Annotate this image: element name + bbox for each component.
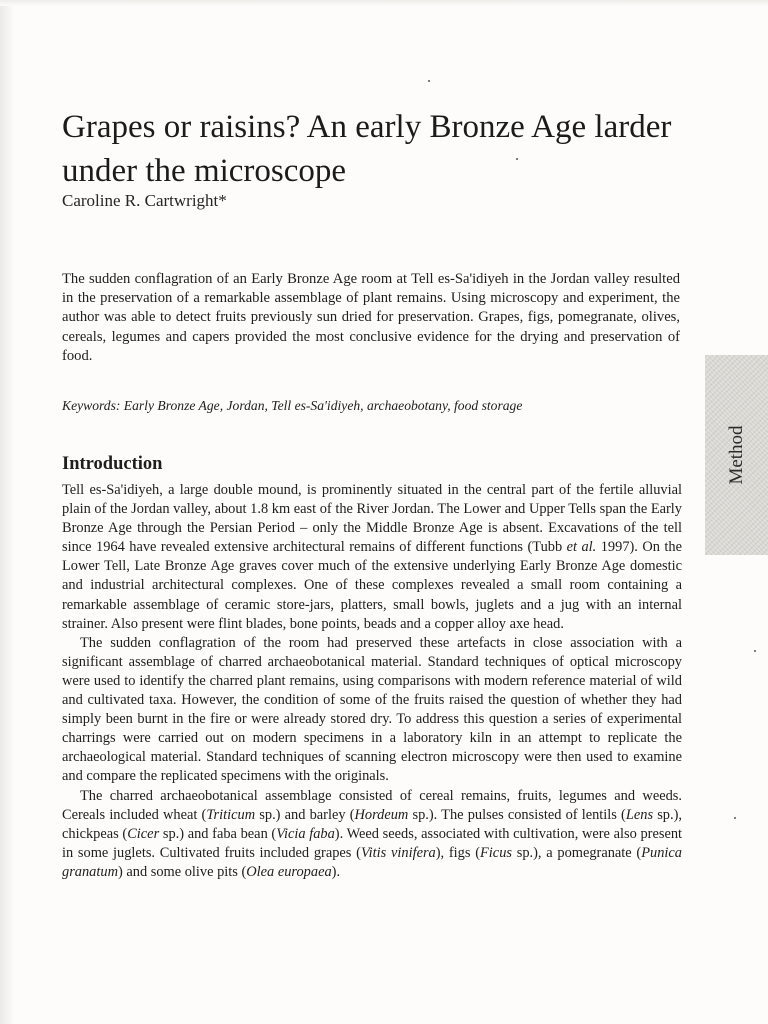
introduction-paragraph-2: The sudden conflagration of the room had preserved these artefacts in close association with a significant assemblage of charred archaeobotanical material. Standard techniques of optical microscopy were used to identify the charred plant remains, using comparisons with modern reference material of wild and cultivated taxa. However, the condition of some of the fruits raised the question of whether they had simply been burnt in the fire or were already stored dry. To address this question a series of experimental charrings were carried out on modern specimens in a laboratory kiln in an attempt to replicate the archaeological material. Standard techniques of scanning electron microscopy were then used to examine and compare the replicated specimens with the originals. [62,634,682,785]
taxon-name: Hordeum [354,806,409,823]
paragraph-text: The charred archaeobotanical assemblage consisted of cereal remains, fruits, legumes and weeds. Cereals included wheat ( [62,787,682,823]
introduction-paragraph-1 [62,481,682,634]
taxon-name: Vitis vinifera [360,844,436,861]
taxon-name: Punica granatum [62,844,682,880]
scan-speck [428,80,430,82]
paragraph-text: sp.). The pulses consisted of lentils ( [408,806,626,823]
taxon-name: Triticum [206,806,256,823]
scan-speck [754,650,756,652]
paragraph-text: 1997). On the Lower Tell, Late Bronze Age graves cover much of the extensive underlying Early Bronze Age domestic and industrial architectural complexes. One of these complexes revealed a small room containing a remarkable assemblage of ceramic store-jars, platters, small bowls, juglets and a jug with an internal strainer. Also present were flint blades, bone points, beads and a copper alloy axe head. [62,539,682,632]
article-keywords: Keywords: Early Bronze Age, Jordan, Tell es-Sa'idiyeh, archaeobotany, food storage [62,398,523,413]
introduction-paragraph-3 [62,787,682,882]
paragraph-text: sp.) and faba bean ( [159,825,277,842]
section-heading-introduction: Introduction [62,454,163,474]
article-author: Caroline R. Cartwright* [62,191,227,210]
taxon-name: Ficus [480,844,512,861]
scan-speck [734,817,736,819]
paragraph-text: sp.) and barley ( [255,806,355,823]
introduction-body [62,481,682,882]
section-side-tab [705,355,768,555]
paragraph-text: ), figs ( [435,844,481,861]
article-abstract: The sudden conflagration of an Early Bronze Age room at Tell es-Sa'idiyeh in the Jordan valley resulted in the preservation of a remarkable assemblage of plant remains. Using microscopy and experiment, the author was able to detect fruits previously sun dried for preservation. Grapes, figs, pomegranate, olives, cereals, legumes and capers provided the most conclusive evidence for the drying and preservation of food. [62,271,680,364]
taxon-name: Cicer [127,825,160,842]
article-title: Grapes or raisins? An early Bronze Age larder under the microscope [62,109,672,189]
page-top-edge-shadow [0,0,768,6]
paragraph-text: ) and some olive pits ( [117,863,247,880]
citation-et-al: et al. [566,539,597,556]
page-left-edge-shadow [0,0,14,1024]
paragraph-text: sp.), chickpeas ( [62,806,682,842]
taxon-name: Olea europaea [246,863,332,880]
paragraph-text: sp.), a pomegranate ( [512,844,642,861]
side-tab-label: Method [725,425,747,485]
scan-speck [516,158,518,160]
paragraph-text: ). Weed seeds, associated with cultivation, were also present in some juglets. Cultivated fruits included grapes ( [62,825,683,861]
taxon-name: Lens [625,806,654,823]
paragraph-text: Tell es-Sa'idiyeh, a large double mound, is prominently situated in the central part of the fertile alluvial plain of the Jordan valley, about 1.8 km east of the River Jordan. The Lower and Upper Tells span the Early Bronze Age through the Persian Period – only the Middle Bronze Age is absent. Excavations of the tell since 1964 have revealed extensive architectural remains of different functions (Tubb [62,482,682,556]
taxon-name: Vicia faba [276,825,335,842]
paragraph-text: ). [331,863,341,880]
